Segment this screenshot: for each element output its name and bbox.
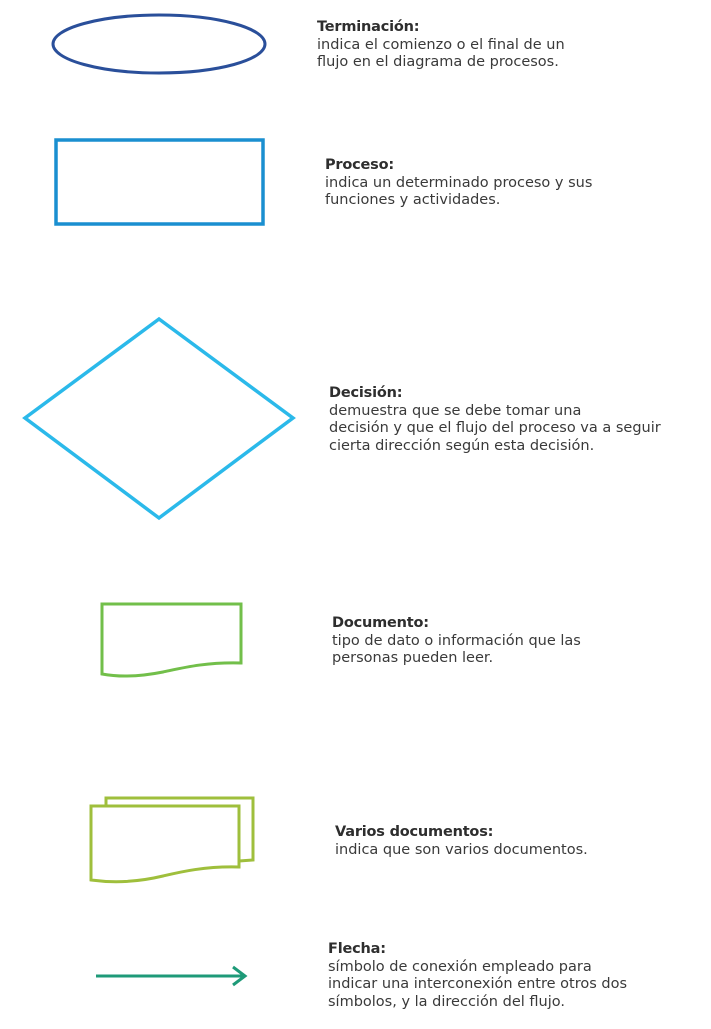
entry-title: Varios documentos: (335, 824, 494, 840)
entry-description: demuestra que se debe tomar una decisión y que el flujo del proceso va a seguir cierta dirección según esta decisión. (329, 402, 661, 454)
entry-description: indica que son varios documentos. (335, 841, 588, 858)
flecha-entry (328, 941, 627, 1011)
varios-documentos-entry (335, 824, 588, 859)
entry-description: símbolo de conexión empleado para indicar una interconexión entre otros dos símbolos, y la dirección del flujo. (328, 958, 628, 1010)
terminacion-entry (317, 19, 565, 72)
entry-title: Terminación: (317, 19, 420, 35)
entry-title: Decisión: (329, 385, 403, 401)
entry-title: Flecha: (328, 941, 386, 957)
terminal-ellipse-symbol (53, 15, 265, 73)
entry-title: Documento: (332, 615, 429, 631)
entry-description: tipo de dato o información que las personas pueden leer. (332, 632, 581, 666)
decision-entry (329, 385, 661, 455)
documento-entry (332, 615, 581, 668)
arrow-symbol (96, 967, 245, 985)
multi-document-front-sheet-symbol (91, 806, 239, 882)
entry-title: Proceso: (325, 157, 394, 173)
process-rectangle-symbol (56, 140, 263, 224)
proceso-entry (325, 157, 592, 210)
decision-diamond-symbol (25, 319, 293, 518)
document-symbol (102, 604, 241, 676)
entry-description: indica el comienzo o el final de un flujo en el diagrama de procesos. (317, 36, 565, 70)
entry-description: indica un determinado proceso y sus funciones y actividades. (325, 174, 593, 208)
